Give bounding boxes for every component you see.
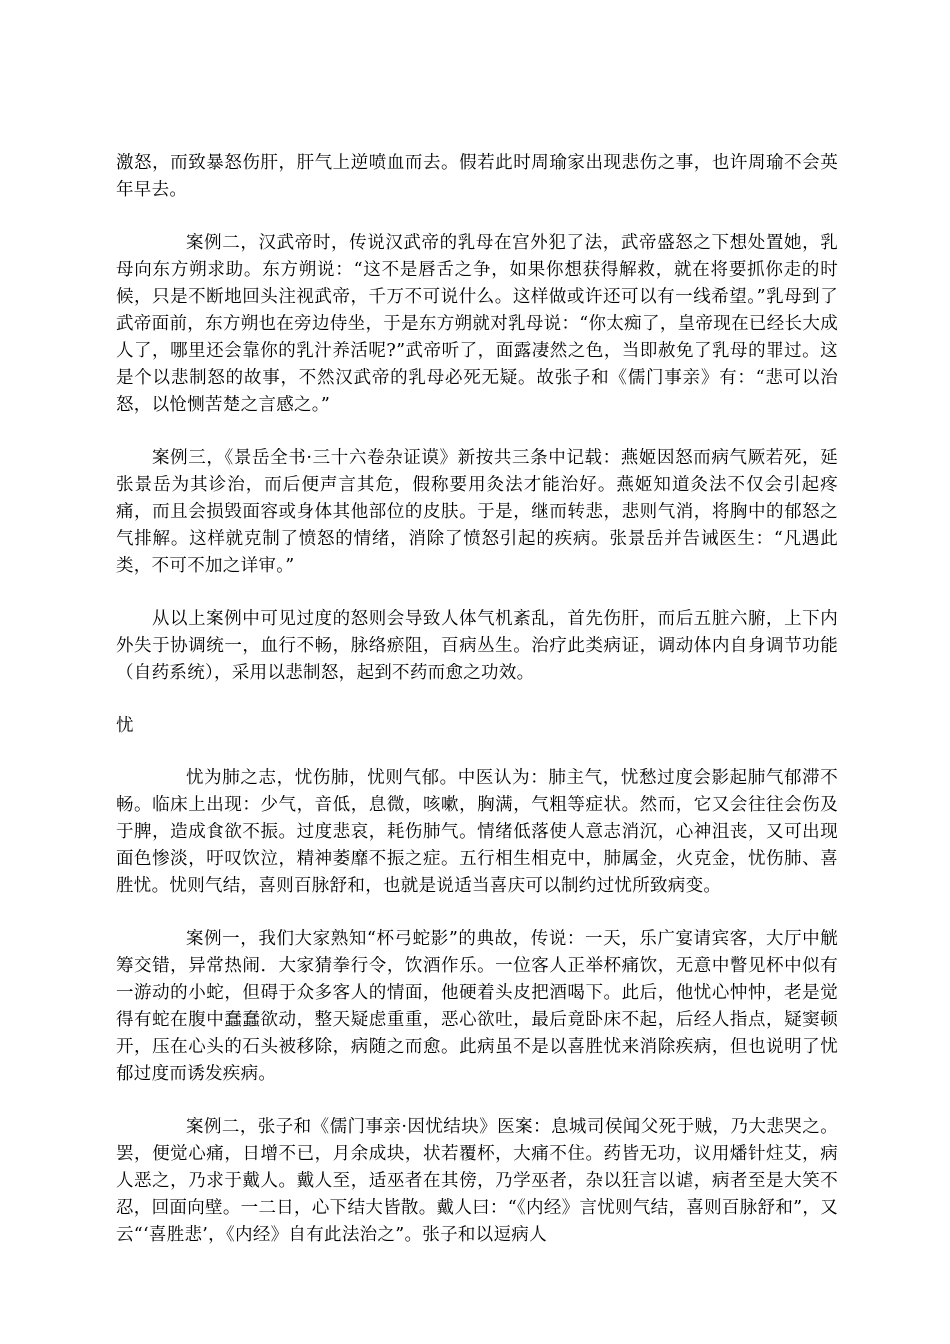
paragraph-case-three-jingyue: 案例三，《景岳全书·三十六卷杂证谟》新按共三条中记载：燕姬因怒而病气厥若死，延张景岳为其诊治，而后便声言其危，假称要用灸法才能治好。燕姬知道灸法不仅会引起疼痛，而且会损毁面容或身体其他部位的皮肤。于是，继而转悲，悲则气消，将胸中的郁怒之气排解。这样就克制了愤怒的情绪，消除了愤怒引起的疾病。张景岳并告诫医生：“凡遇此类，不可不加之详审。” [116, 448, 838, 576]
paragraph-case-one-bow-snake: 案例一，我们大家熟知“杯弓蛇影”的典故，传说：一天，乐广宴请宾客，大厅中觥筹交错，异常热闹．大家猜拳行令，饮酒作乐。一位客人正举杯痛饮，无意中瞥见杯中似有一游动的小蛇，但碍于众多客人的情面，他硬着头皮把酒喝下。此后，他忧心忡忡，老是觉得有蛇在腹中蠢蠢欲动，整天疑虑重重，恶心欲吐，最后竟卧床不起，后经人指点，疑窦顿开，压在心头的石头被移除，病随之而愈。此病虽不是以喜胜忧来消除疾病，但也说明了忧郁过度而诱发疾病。 [116, 929, 838, 1084]
paragraph-worry-intro: 忧为肺之志，忧伤肺，忧则气郁。中医认为：肺主气，忧愁过度会影起肺气郁滞不畅。临床上出现：少气，音低，息微，咳嗽，胸满，气粗等症状。然而，它又会往往会伤及于脾，造成食欲不振。过度悲哀，耗伤肺气。情绪低落使人意志消沉，心神沮丧，又可出现面色惨淡，吁叹饮泣，精神萎靡不振之症。五行相生相克中，肺属金，火克金，忧伤肺、喜胜忧。忧则气结，喜则百脉舒和，也就是说适当喜庆可以制约过忧所致病变。 [116, 768, 838, 896]
paragraph-case-two-zhang-zihe: 案例二，张子和《儒门事亲·因忧结块》医案：息城司侯闻父死于贼，乃大悲哭之。罢，便觉心痛，日增不已，月余成块，状若覆杯，大痛不住。药皆无功，议用燔针炷艾，病人恶之，乃求于戴人。戴人至，适巫者在其傍，乃学巫者，杂以狂言以谑，病者至是大笑不忍，回面向壁。一二日，心下结大皆散。戴人曰：“《内经》言忧则气结，喜则百脉舒和”，又云“‘喜胜悲’，《内经》自有此法治之”。张子和以逗病人 [116, 1117, 838, 1245]
paragraph-zhou-yu-conclusion: 激怒，而致暴怒伤肝，肝气上逆喷血而去。假若此时周瑜家出现悲伤之事，也许周瑜不会英年早去。 [116, 153, 838, 200]
paragraph-anger-summary: 从以上案例中可见过度的怒则会导致人体气机紊乱，首先伤肝，而后五脏六腑，上下内外失于协调统一，血行不畅，脉络瘀阻，百病丛生。治疗此类病证，调动体内自身调节功能（自药系统），采用以悲制怒，起到不药而愈之功效。 [116, 609, 838, 683]
document-body [116, 150, 838, 1275]
paragraph-case-two-han-wudi: 案例二，汉武帝时，传说汉武帝的乳母在宫外犯了法，武帝盛怒之下想处置她，乳母向东方朔求助。东方朔说：“这不是唇舌之争，如果你想获得解救，就在将要抓你走的时候，只是不断地回头注视武帝，千万不可说什么。这样做或许还可以有一线希望。”乳母到了武帝面前，东方朔也在旁边侍坐，于是东方朔就对乳母说：“你太痴了，皇帝现在已经长大成人了，哪里还会靠你的乳汁养活呢?”武帝听了，面露凄然之色，当即赦免了乳母的罪过。这是个以悲制怒的故事，不然汉武帝的乳母必死无疑。故张子和《儒门事亲》有：“悲可以治怒，以怆恻苦楚之言感之。” [116, 233, 838, 415]
section-heading-worry: 忧 [116, 716, 134, 736]
